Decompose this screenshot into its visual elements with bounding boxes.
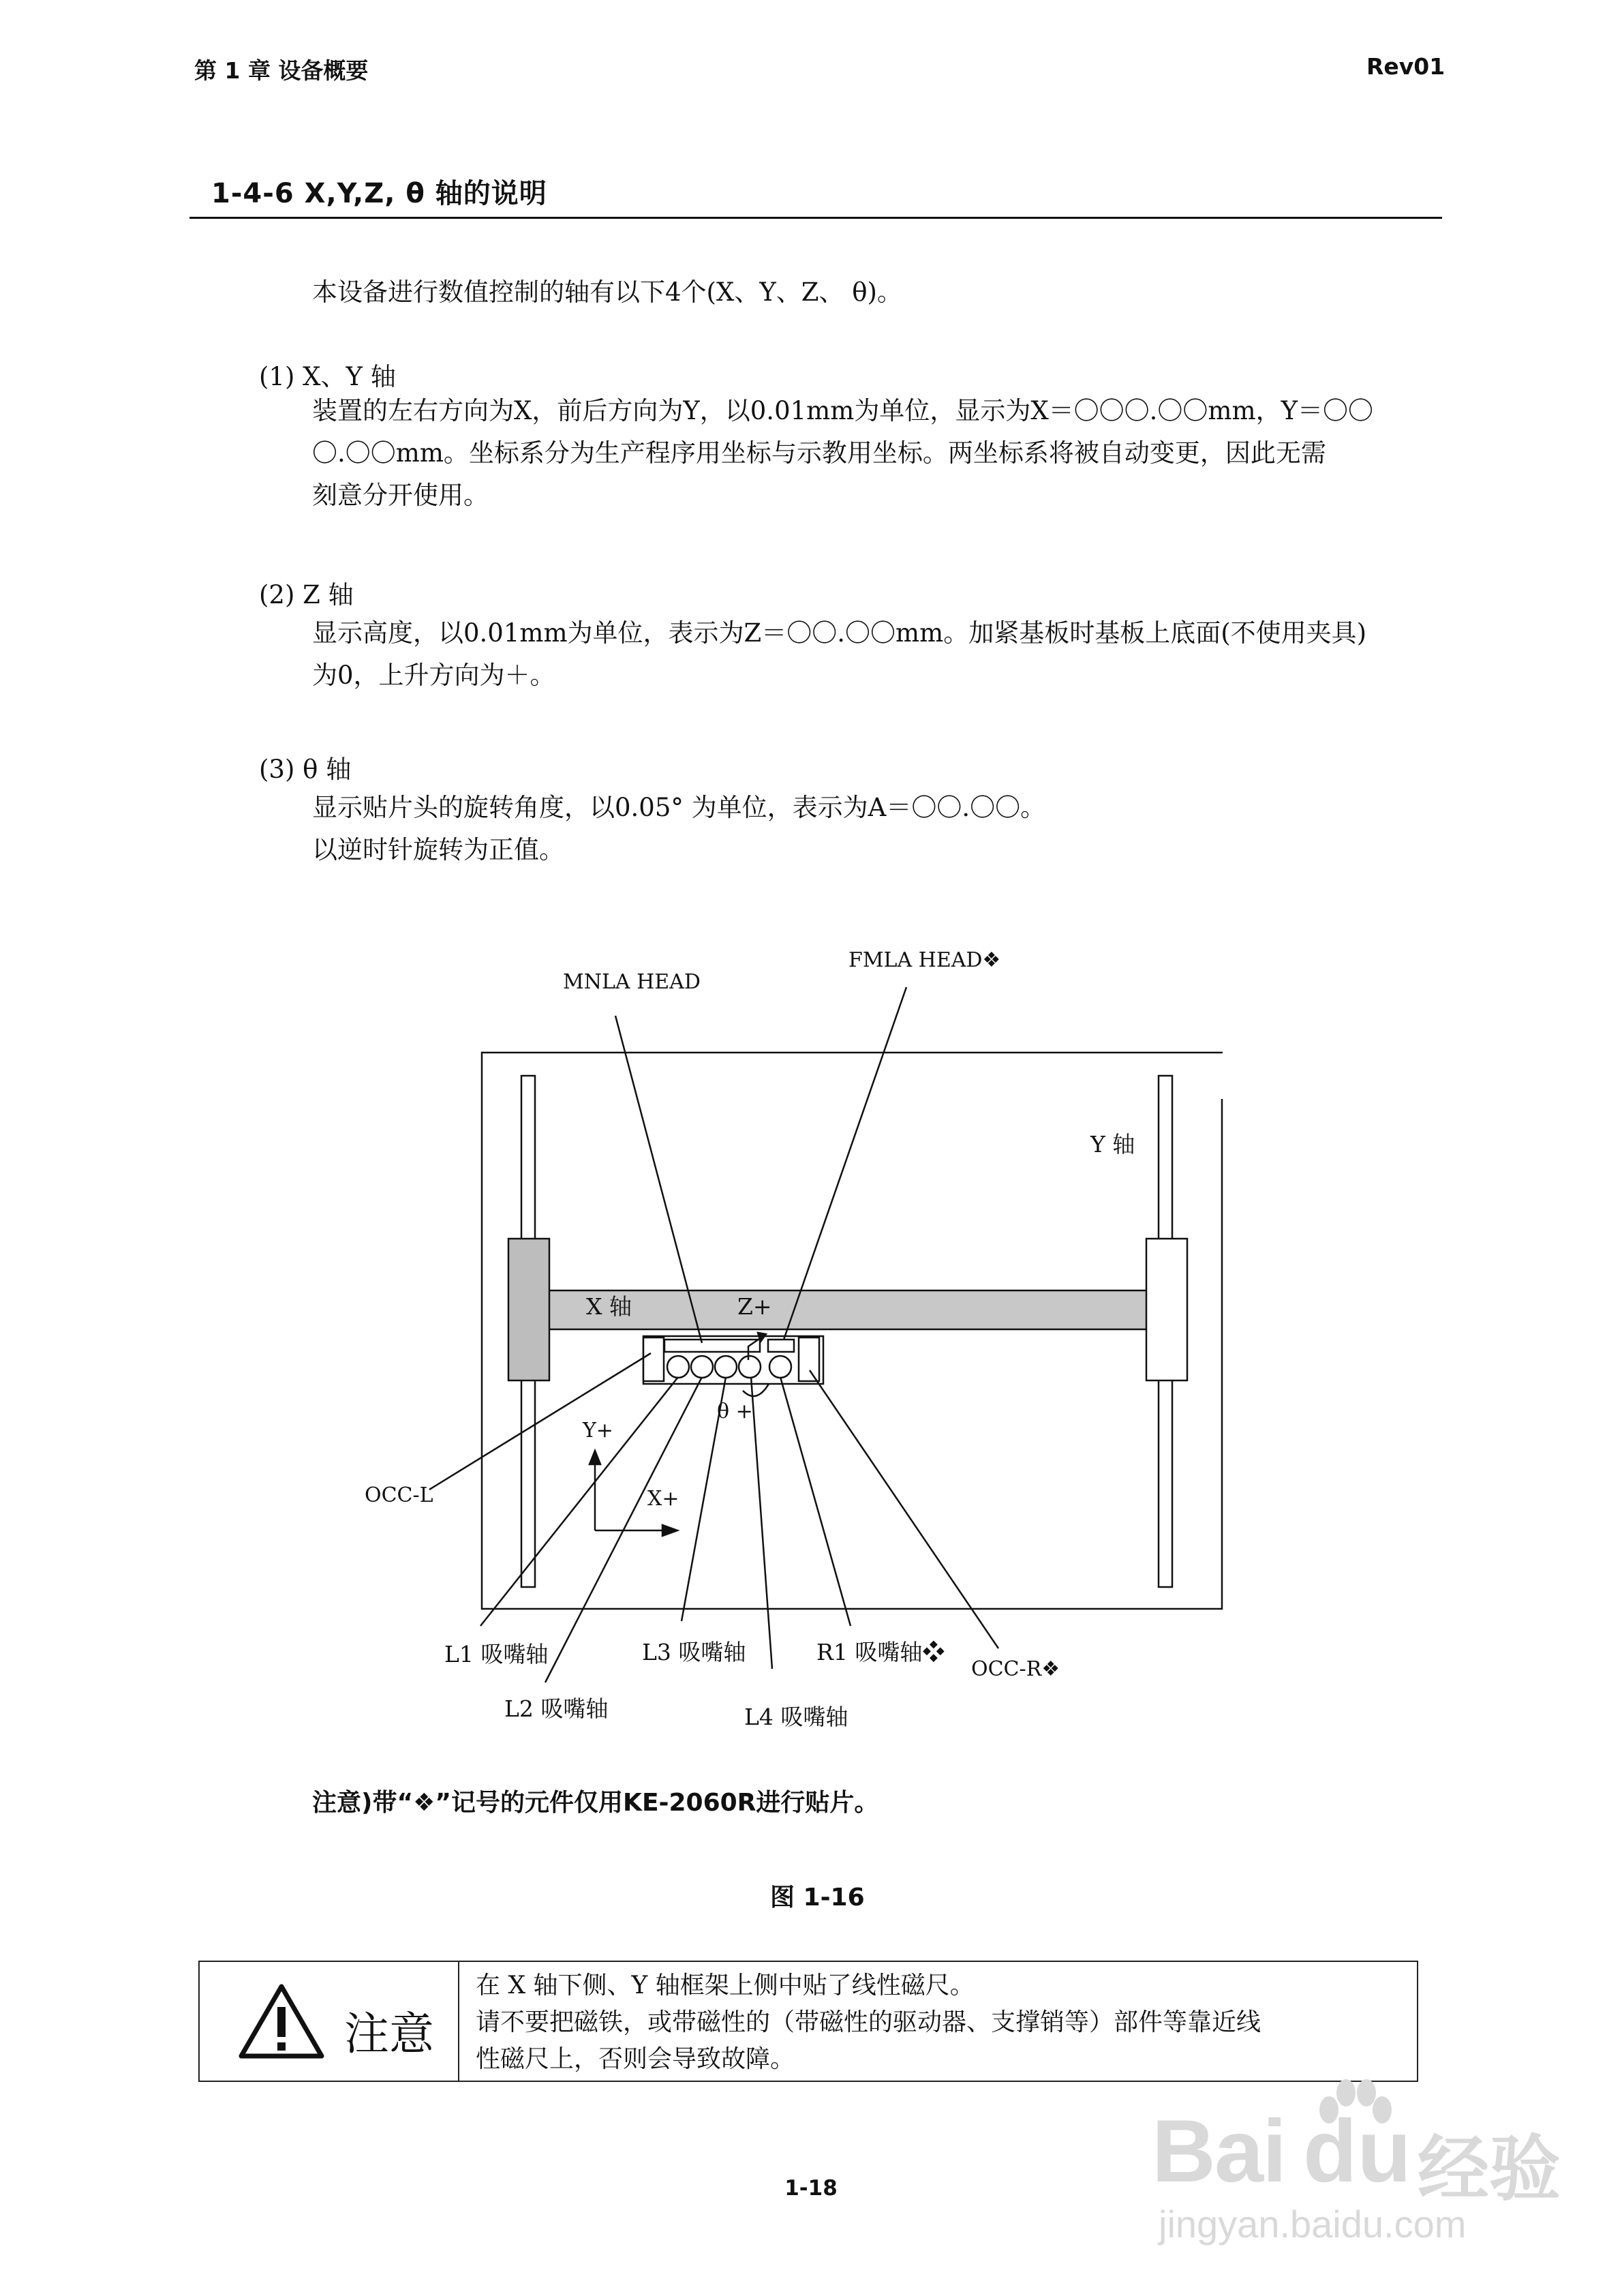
mnla-head-label: MNLA HEAD (563, 970, 701, 994)
x-beam (547, 1290, 1147, 1329)
left-carriage (508, 1239, 549, 1380)
baidu-watermark (1152, 2100, 1561, 2246)
l2-leader (545, 1377, 702, 1682)
occ-l-camera (643, 1338, 664, 1381)
occ-r-label: OCC-R❖ (971, 1657, 1060, 1681)
caution-line: 在 X 轴下侧、Y 轴框架上侧中贴了线性磁尺。 (476, 1972, 975, 1999)
caution-text (476, 1967, 1409, 2078)
theta-arc (743, 1384, 769, 1396)
watermark-cn: 经验 (1418, 2128, 1561, 2211)
caution-header (200, 1962, 459, 2081)
caution-box (198, 1961, 1418, 2082)
occ-r-leader (810, 1370, 998, 1648)
r1-label: R1 吸嘴轴❖ (816, 1639, 945, 1665)
watermark-brand: Bai (1152, 2101, 1286, 2201)
section-title: 1-4-6 X,Y,Z, θ 轴的说明 (211, 178, 547, 209)
item-line: 〇.〇〇mm。坐标系分为生产程序用坐标与示教用坐标。两坐标系将被自动变更，因此无需 (312, 438, 1326, 468)
warning-icon (237, 1982, 326, 2061)
l4-leader (751, 1377, 772, 1669)
x-plus-label: X+ (647, 1487, 679, 1511)
l4-label: L4 吸嘴轴 (744, 1704, 848, 1730)
l2-label: L2 吸嘴轴 (504, 1695, 609, 1722)
theta-plus-label: θ + (717, 1400, 753, 1423)
occ-r-camera (799, 1338, 819, 1381)
z-plus-label: Z+ (737, 1293, 772, 1320)
item-heading-theta: (3) θ 轴 (259, 755, 352, 784)
page-number: 1-18 (784, 2176, 838, 2201)
item-line: 为0，上升方向为＋。 (312, 661, 555, 690)
item-heading-z: (2) Z 轴 (259, 580, 354, 609)
watermark-url: jingyan.baidu.com (1159, 2203, 1467, 2246)
mnla-head-body (664, 1340, 760, 1352)
caution-line: 请不要把磁铁，或带磁性的（带磁性的驱动器、支撑销等）部件等靠近线 (476, 2008, 1261, 2036)
l1-label: L1 吸嘴轴 (444, 1641, 549, 1667)
item-line: 显示贴片头的旋转角度，以0.05° 为单位，表示为A＝〇〇.〇〇。 (312, 793, 1046, 822)
item-heading-xy: (1) X、Y 轴 (259, 362, 396, 391)
item-line: 显示高度，以0.01mm为单位，表示为Z＝〇〇.〇〇mm。加紧基板时基板上底面(不使用夹具) (312, 618, 1367, 648)
caution-line: 性磁尺上，否则会导致故障。 (476, 2045, 795, 2073)
l3-label: L3 吸嘴轴 (642, 1639, 746, 1665)
y-arrowhead (590, 1451, 600, 1464)
item-line: 以逆时针旋转为正值。 (312, 835, 564, 864)
footnote: 注意)带“❖”记号的元件仅用KE-2060R进行贴片。 (312, 1789, 879, 1817)
x-arrowhead (662, 1525, 677, 1536)
item-line: 装置的左右方向为X，前后方向为Y，以0.01mm为单位，显示为X＝〇〇〇.〇〇mm，Y＝〇〇 (312, 396, 1374, 425)
figure-caption: 图 1-16 (770, 1884, 865, 1912)
fmla-head-body (768, 1340, 794, 1352)
y-plus-label: Y+ (583, 1419, 613, 1442)
watermark-brand-du: du (1303, 2101, 1411, 2201)
right-carriage (1146, 1239, 1187, 1380)
caution-label: 注意 (344, 2008, 434, 2060)
fmla-head-label: FMLA HEAD❖ (848, 948, 1001, 972)
fmla-leader (784, 987, 906, 1340)
revision-label: Rev01 (1366, 53, 1445, 80)
item-line: 刻意分开使用。 (312, 481, 489, 510)
occ-l-label: OCC-L (365, 1483, 433, 1507)
x-axis-label: X 轴 (586, 1293, 632, 1320)
y-axis-label: Y 轴 (1090, 1131, 1135, 1158)
chapter-header: 第 1 章 设备概要 (194, 57, 369, 84)
intro-text: 本设备进行数值控制的轴有以下4个(X、Y、Z、 θ)。 (312, 277, 902, 307)
